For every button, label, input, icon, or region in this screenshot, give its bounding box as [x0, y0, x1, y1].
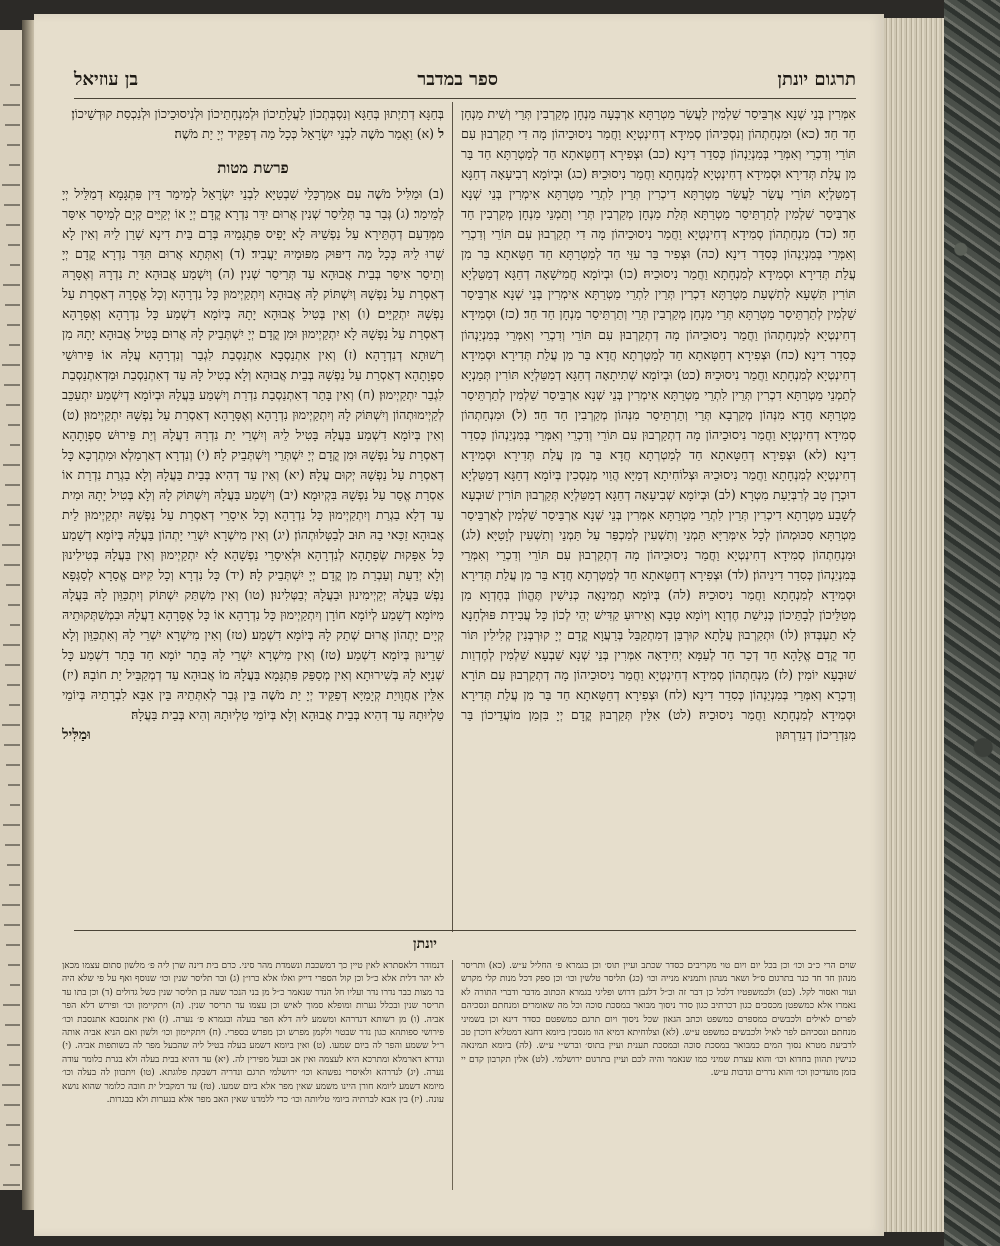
notes-rule: [74, 930, 856, 931]
left-page-text-line: [5, 650, 20, 666]
left-page-text-line: [3, 1170, 20, 1186]
left-page-text-line: [5, 830, 20, 846]
header-left-title: בן עוזיאל: [74, 68, 139, 90]
running-head: [74, 66, 856, 92]
left-page-text-line: [3, 810, 20, 826]
left-page-text-line: [2, 530, 20, 546]
left-page-text-line: [6, 570, 20, 586]
left-page-text-line: [6, 750, 20, 766]
left-page-text-line: [2, 710, 20, 726]
left-page-text-line: [2, 170, 20, 186]
notes-right-column: שוים הרי כ״ב וכו׳ וכן בכל יום ויום טוי מקריבים כסדר שכתב ועיין תוס׳ וכן בגמרא פ׳ החליל ע״ש. (כא) ותריסר מנהון חד חד כנר בתרגום ס״ל ושאר מנהון ותמניא מנייה וכו׳ (כג) תליסר טלשין וכו׳ וכן ספק דכל מנות קלי מקרש ועור ואסור לקל. (כט) ולכמשפטיו דלכל כן דבר זה וכ״ל דלגבן דרוש ופליגי בגמרא הכתוב מדבר ודברי התורה לא נאמרו אלא כמשפטן מכסכים כגון דכרתיב כגון סדר ניסוך מבואר במסכת סוכה וכל מה שאומרים ומנחתם ונסכיהם לפרים לאילים ולכבשים במספרם כמשפט וכתב הגאון שכל ניסוך ויום תרגם כמשפטם כסדר דינא וכן בשמיני מנחתם ונסכיהם לפר לאיל ולכבשים כמשפט ע״ש. (לא) וצלוחיתא דמיא הוו מנסכין ביומא דחגא דמטליא דוכרן טב לרביעת מטרא נסוך המים כמבואר במסכת סוכה ובמסכת תענית ועיין בתוס׳ וברש״י ע״ש. (לה) ביומא תמינאה כנישין תהוון בחדוא וכו׳ והוא עצרת שמיני כמו שנאמר והיה לכם ועיין בתרגום ירושלמי. (לט) אלין תקרבון קדם יי בזמן מועדיכון וכו׳ והוא נדרים ונדבות ע״ש.: [461, 961, 856, 1079]
left-page-text-line: [8, 770, 20, 786]
left-page-text-line: [10, 610, 20, 626]
left-page-text-line: [3, 990, 20, 1006]
left-page-text-line: [4, 550, 20, 566]
left-page-text-line: [2, 350, 20, 366]
left-page-text-line: [8, 230, 20, 246]
chapter-text: (א) וַאֲמַר מֹשֶׁה לִבְנֵי יִשְׂרָאֵל כְּכָל מַה דְפַקֵּיד יְיָ יַת מֹשֶׁה׃: [174, 126, 435, 142]
left-page-text-line: [8, 590, 20, 606]
left-page-text-line: [6, 1110, 20, 1126]
left-page-text-line: [9, 1050, 20, 1066]
left-page-text-line: [3, 630, 20, 646]
header-center-title: ספר במדבר: [417, 68, 499, 90]
page-edges: [884, 18, 946, 1232]
book-page: [34, 14, 884, 1236]
left-page-edge: [0, 30, 23, 1190]
left-page-text-line: [4, 370, 20, 386]
left-page-text-line: [4, 1090, 20, 1106]
left-page-text-line: [10, 790, 20, 806]
left-page-text-line: [9, 870, 20, 886]
left-column: [62, 104, 444, 929]
left-page-text-line: [9, 690, 20, 706]
left-page-text-line: [7, 670, 20, 686]
left-page-text-line: [10, 430, 20, 446]
notes-divider: [452, 960, 453, 1190]
left-page-text-line: [7, 1030, 20, 1046]
left-page-text-line: [7, 310, 20, 326]
left-page-text-line: [7, 130, 20, 146]
left-page-text-line: [8, 410, 20, 426]
left-page-text-line: [4, 730, 20, 746]
left-page-text-line: [10, 70, 20, 86]
left-page-text-line: [8, 950, 20, 966]
left-page-text-line: [3, 90, 20, 106]
right-column: [461, 104, 856, 929]
left-body-text: (ב) וּמַלִּיל מֹשֶׁה עִם אַמַרְכָּלֵי שִׁבְטַיָּא לִבְנֵי יִשְׂרָאֵל לְמֵימַר דֵּין פִּתְגָּמָא דְמַלֵּיל יְיָ לְמֵימַר׃ (ג) גְּבַר בַּר תְּלֵיסַר שְׁנִין אֲרוּם יִדַּר נִדְרָא קֳדָם יְיָ אוֹ יְקַיֵּים קְיָם לְמֵיסַר אִיסַּר מִמְּדַעַם דְהֶתֵּירָא עַל נַפְשֵׁיהּ לָא יָפֵיס פִּתְגָּמֵיהּ בְּרַם בֵּית דִינָא שָׁרַן לֵיהּ וְאִין לָא שָׁרוּ לֵיהּ כְּכָל מַה דִיפּוּק מִפּוּמֵיהּ יַעֲבִיד׃ (ד) וְאִתְּתָא אֲרוּם תִּדַּר נִדְרָא קֳדָם יְיָ וְתֵיסַר אִיסַּר בְּבֵית אֲבוּהָא עַד תְּרֵיסַר שְׁנִין׃ (ה) וְיִשְׁמַע אֲבוּהָא יַת נִדְרָהּ וְאֶסָּרָהּ דְאַסְרַת עַל נַפְשָׁהּ וְיִשְׁתּוֹק לָהּ אֲבוּהָא וְיִתְקַיְימוּן כָּל נִדְרָהָא וְכָל אֱסָרָה דְאַסְרַת עַל נַפְשָׁהּ יִתְקַיֵּים׃ (ו) וְאִין בְּטִיל אֲבוּהָא יָתָהּ בְּיוֹמָא דִשְׁמַע כָּל נִדְרָהָא וְאֶסָּרָהָא דְאַסְרַת עַל נַפְשָׁהּ לָא יִתְקַיְימוּן וּמִן קֳדָם יְיָ יִשְׁתְּבֵיק לָהּ אֲרוּם בָּטִיל אֲבוּהָא יָתָהּ מִן רְשׁוּתָא דְנִדְרָהָא׃ (ז) וְאִין אִתְנַסְבָא אִתְנַסְבַת לִגְבַר וְנִדְרָהָא עֲלָהּ אוֹ פֵּירוּשֵׁי סִפְוָתָהָא דְאַסְרַת עַל נַפְשָׁהּ בְּבֵית אֲבוּהָא וְלָא בְטִיל לָהּ עַד דְאִתְנַסְבַת וּמַדְאִתְנַסְבַת לִגְבַר יִתְקַיְימוּן׃ (ח) וְאִין בָּתַר דְאִתְנַסְבַת נִדְרַת וְיִשְׁמַע בַּעֲלָהּ וּבְיוֹמָא דְיִשְׁמַע יִתְעַכֵּב לְקַיְימוּתְהוֹן וְיִשְׁתּוֹק לָהּ וְיִתְקַיְימוּן נִדְרָהָא וְאֶסָּרָהָא דְאַסְרַת עַל נַפְשָׁהּ יִתְקַיְימוּן׃ (ט) וְאִין בְּיוֹמָא דִשְׁמַע בַּעֲלָהּ בָּטִיל לֵיהּ וְיִשְׁרֵי יַת נִדְרָהּ דַעֲלָהּ וְיַת פֵּירוּשׁ סִפְוָתָהָא דְאַסְרַת עַל נַפְשָׁהּ וּמִן קֳדָם יְיָ יִשְׁתְּרֵי וְיִשְׁתְּבֵיק לָהּ׃ (י) וְנִדְרָא דְאַרְמַלְא וּמִתְרְכָא כָּל דְאַסְרַת עַל נַפְשָׁהּ יְקוּם עֲלָהּ׃ (יא) וְאִין עַד דְהִיא בְּבֵית בַּעֲלָהּ וְלָא בַגְרַת נִדְרַת אוֹ אַסְרַת אֱסַר עַל נַפְשָׁהּ בִּקְיוּמָא׃ (יב) וְיִשְׁמַע בַּעֲלָהּ וְיִשְׁתּוֹק לָהּ וְלָא בְּטִיל יָתָהּ וּמִית עַד דְלָא בַגְרַת וְיִתְקַיְימוּן כָּל נִדְרָהָא וְכָל אִיסָרֵי דְאַסְרַת עַל נַפְשָׁהּ יִתְקַיְימוּן לֵית אֲבוּהָא זַכַּאי בַהּ תּוּב לְבַטָּלוּתְהוֹן׃ (יג) וְאִין מִישְׁרָא יִשְׁרֵי יָתְהוֹן בַּעֲלָהּ בְּיוֹמָא דְשָׁמַע כָּל אַפָּקוּת שְׂפָתָהָא לְנִדְרָהָא וּלְאִיסָרֵי נַפְשָׁהָא לָא יִתְקַיְימוּן וְאִין בַּעֲלָהּ בְּטִילִינוּן וְלָא יְדַעַת וְעַבְרַת מִן קֳדָם יְיָ יִשְׁתְּבֵיק לָהּ׃ (יד) כָּל נִדְרָא וְכָל קִיּוּם אֱסַרָא לְסַגְּפָא נַפְשׁ בַּעֲלָהּ יְקַיְימִינוּן וּבַעֲלָהּ יְבַטְּלִינוּן׃ (טו) וְאִין מִשְׁתַּק יִשְׁתּוֹק וְיִתְכַּוֵּון לָהּ בַּעֲלָהּ מִיּוֹמָא דְשָׁמַע לְיוֹמָא חוֹרָן וְיִתְקַיְימוּן כָּל נִדְרָהָא אוֹ כָּל אֶסָּרָהָא דַעֲלָהּ וּבִמְשַׁתְּקוּתֵיהּ קְיָים יָתְהוֹן אֲרוּם שְׁתַק לָהּ בְּיוֹמָא דִשְׁמַע׃ (טז) וְאִין מִישְׁרָא יִשְׁרֵי לָהּ וְאִתְכַּוֵּון וְלָא שָׁרֵינוּן בְּיוֹמָא דִשְׁמַע׃ (טז) וְאִין מִישְׁרָא יִשְׁרֵי לָהּ בָּתַר יוֹמָא חַד בָּתַר דִשְׁמַע כָּל שְׁנַיָּא לָהּ בְּשִׁירוּתָא וְאִין מְסַפֵּק פִּתְגָּמָא בַּעֲלָהּ מוֹ אֲבוּהָא עַד דְמְקַבֵּיל יַת חוֹבָהּ׃ (יז) אִלֵּין אַחֲוָויַת קְיָמַיָּא דְפַקֵּיד יְיָ יַת מֹשֶׁה בֵּין גְּבַר לְאִתְּתֵיהּ בֵּין אַבָּא לִבְרָתֵיהּ בְּיוֹמֵי טַלְיוּתָהּ עַד דְהִיא בְּבֵית אֲבוּהָא וְלָא בְּיוֹמֵי טַלְיוּתָהּ וְהִיא בְּבֵית בַּעֲלָהּ׃: [62, 186, 444, 723]
left-page-text-line: [5, 470, 20, 486]
chapter-label: ל: [438, 126, 444, 142]
left-page-text-line: [4, 910, 20, 926]
left-page-text-line: [3, 450, 20, 466]
left-page-text-line: [2, 1070, 20, 1086]
left-page-text-line: [10, 970, 20, 986]
header-rule: [74, 98, 856, 99]
header-right-title: תרגום יונתן: [777, 68, 856, 90]
left-page-text-line: [7, 490, 20, 506]
left-page-text-line: [6, 390, 20, 406]
left-page-text-line: [4, 190, 20, 206]
notes-heading: יונתן: [413, 936, 437, 952]
left-page-text-line: [10, 250, 20, 266]
left-page-text-line: [3, 270, 20, 286]
left-page-text-line: [9, 330, 20, 346]
left-page-text-line: [8, 1130, 20, 1146]
left-page-text-line: [5, 1010, 20, 1026]
left-page-text-line: [6, 930, 20, 946]
left-page-text-line: [9, 150, 20, 166]
right-column-text: אִמְּרִין בְּנֵי שְׁנָא אַרְבֵּיסַר שַׁלְמִין לַעֲשַׂר מַטְרַתָּא אַרְבְּעָה מַנְחָן מְקַרְבִין תְּרֵי וְשִׁית מַנְחָן חַד חַד׃ (כא) וּמִנְחַתְהוֹן וְנִסְכֵּיהוֹן סְמִידָא דְחִינְטְיָא וַחֲמַר נִיסוּכֵיהוֹן מָה דִי תְקַרְבוּן עִם תּוֹרֵי וְדִכְרֵי וְאִמְּרֵי בְּמִנְיַנְהוֹן כְּסִדַר דִינָא׃ (כב) וּצְפִירָא דְחַטָּאתָא חַד לְמַטְרַתָּא חַד בַּר מִן עֲלַת תְּדִירָא וּסְמִידָא דְחִינְטְיָא לְמִנְחָתָא וַחֲמַר נִיסוּכֵיהּ׃ (כג) וּבְיוֹמָא רְבִיעָאָה דְחַגָּא דְמַטַּלְיָא תּוֹרֵי עֲשַׂר לַעֲשַׂר מַטְרַתָּא דִיכְרִין תְּרֵין לִתְרֵי מַטְרַתָּא אִימְרִין בְּנֵי שְׁנָא אַרְבֵּיסַר שַׁלְמִין לְתַרְתֵּיסַר מַטְרַתָּא תְּלַת מַנְחָן מְקַרְבִין תְּרֵי וְתַמְנֵי מַנְחָן מְקַרְבִין חַד חַד׃ (כד) מִנְחַתְהוֹן סְמִידָא דְחִינְטְיָא וַחֲמַר נִיסוּכֵיהוֹן מָה דִי תְקַרְבוּן עִם תּוֹרֵי וְדִכְרֵי וְאִמְּרֵי בְּמִנְיַנְהוֹן כְּסִדַר דִינָא׃ (כה) וּצְפִיר בַּר עִזֵּי חַד לְמַטְרַתָּא חַד חַטָּאתָא בַּר מִן עֲלַת תְּדִירָא וּסְמִידָא לְמִנְחָתָא וַחֲמַר נִיסוּכֵיהּ׃ (כו) וּבְיוֹמָא חֲמִישָׁאָה דְחַגָּא דְמַטַּלְיָא תּוֹרִין תִּשְׁעָא לְתִשְׁעַת מַטְרַתָּא דִכְרִין תְּרֵין לִתְרֵי מַטְרַתָּא אִימְרִין בְּנֵי שְׁנָא אַרְבֵּיסַר שַׁלְמִין לְתַרְתֵּיסַר מַטְרַתָּא תְּרֵי מַנְחָן מְקַרְבִין תְּרֵי וְתַרְתֵּיסַר מַנְחָן חַד חַד׃ (כז) וּסְמִידָא דְחִינְטְיָא לְמִנְחַתְהוֹן וַחֲמַר נִיסוּכֵיהוֹן מָה דְתְקַרְבוּן עִם תּוֹרֵי וְדִכְרֵי וְאִמְּרֵי בְּמִנְיַנְהוֹן כְּסִדַר דִינָא׃ (כח) וּצְפִירָא דְחַטָּאתָא חַד לְמַטְרְתָא חֲדָא בַּר מִן עֲלַת תְּדִירָא וּסְמִידָא דְחִינְטְיָא לְמִנְחָתָא וַחֲמַר נִיסוּכֵיהּ׃ (כט) וּבְיוֹמָא שְׁתִיתָאָה דְחַגָּא דְמַטַּלְיָא תּוֹרִין תְּמַנְיָא לְתַמְנֵי מַטְרַתָּא דִכְרִין תְּרֵין לִתְרֵי מַטְרַתָּא אִימְרִין בְּנֵי שְׁנָא אַרְבֵּיסַר שַׁלְמִין לְתַרְתֵּיסַר מַטְרַתָּא חֲדָא מִנְּהוֹן מְקַרְבָא תְּרֵי וְתַרְתֵּיסַר מִנְּהוֹן מְקַרְבִין חַד חַד׃ (ל) וּמִנְחַתְהוֹן סְמִידָא דְחִינְטְיָא וַחֲמַר נִיסוּכֵיהוֹן מָה דְתְקַרְבוּן עִם תּוֹרֵי וְדִכְרֵי וְאִמְּרֵי בְּמִנְיַנְהוֹן כְּסִדַר דִינָא׃ (לא) וּצְפִירָא דְחַטָּאתָא חַד לְמַטְרְתָא חֲדָא בַּר מִן עֲלַת תְּדִירָא וּסְמִידָא דְחִינְטְיָא לְמִנְחָתָא וַחֲמַר נִיסוּכֵיהּ וּצְלוֹחִיתָא דְמַיָּא הֲוַוי מְנַסְכִין בְּיוֹמָא דְחַגָּא דְמַטַּלְיָא דוּכְרָן טָב לְרִבְּיַעַת מִטְרָא׃ (לב) וּבְיוֹמָא שְׁבִיעָאָה דְחַגָּא דְמַטַּלְיָא תְּקַרְבוּן תּוֹרִין שׁוּבְעָא לְשָׁבַע מַטְרָתָא דִיכְרִין תְּרֵין לִתְרֵי מַטְרַתָּא אִמְּרִין בְּנֵי שְׁנָא אַרְבֵּיסַר שַׁלְמִין לְאַרְבֵּיסַר מַטְרַתָּא סִכּוּמְהוֹן לְכָל אִימְּרַיָּא תַּמְנֵי וְתִשְׁעִין לְמִכְפַּר עַל תַּמְנֵי וְתִשְׁעִין לְוָטַיָּא׃ (לג) וּמִנְחַתְהוֹן סְמִידָא דְחִינְטְיָא וַחֲמַר נִיסוּכֵיהוֹן מָה דְתְקַרְבוּן עִם תּוֹרֵי וְדִכְרֵי וְאִמְּרֵי בְּמִנְיַנְהוֹן כְּסִדַר דִינֵיהוֹן׃ (לד) וּצְפִירָא דְחַטָּאתָא חַד לְמַטְרְתָא חֲדָא בַּר מִן עֲלַת תְּדִירָא וּסְמִידָא לְמִנְחָתָא וַחֲמַר נִיסוּכֵיהּ׃ (לה) בְּיוֹמָא תְמִינָאָה כְּנִישִׁין תֶּהֱווֹן בְּחֶדְוָא מִן מְטַלֵּיכוֹן לְבָתֵּיכוֹן כְּנִישַׁת חֶדְוָא וְיוֹמָא טָבָא וְאֵירוּעַ קַדִּישׁ יְהֵי לְכוֹן כָּל עֲבִידַת פּוּלְחָנָא לָא תַעְבְּדוּן׃ (לו) וּתְקַרְבוּן עֲלָתָא קוּרְבַּן דְמִתְקַבֵּל בְּרַעֲוָא קֳדָם יְיָ קוּרְבְּנִין קְלִילִין תּוֹר חַד קֳדָם אֱלָהָא חַד דְכַר חַד לְעַמָּא יְחִידָאָה אִמְּרִין בְּנֵי שְׁנָא שַׁבְעָא שַׁלְמִין לְחֶדְוַות שׁוּבְעָא יוֹמִין׃ (לז) מִנְחַתְהוֹן סְמִידָא דְחִינְטְיָא וַחֲמַר נִיסוּכֵיהוֹן מָה דְתְקַרְבוּן עִם תּוֹרָא וְדִכְרָא וְאִמְּרֵי בְּמִנְיַנְהוֹן כְּסִדַר דִינָא׃ (לח) וּצְפִירָא דְחַטָּאתָא חַד בַּר מִן עֲלַת תְּדִירָא וּסְמִידָא לְמִנְחָתָא וַחֲמַר נִיסוּכֵיהּ׃ (לט) אִלֵּין תְּקַרְבוּן קֳדָם יְיָ בִּזְמַן מוֹעֲדֵיכוֹן בַּר מִנִּדְרֵיכוֹן דְנִדַרְתּוּן: [461, 106, 856, 743]
left-page-text-line: [9, 510, 20, 526]
intro-text: בְּחַגָּא דְתַיְתוּן בְּחַגָּא וְנִסְבְּתְכוֹן לַעֲלָתֵיכוֹן וּלְמִנְחָתֵיכוֹן וּלְנִיסוּכֵיכוֹן וּלְנִכְסַת קוּדְשֵׁיכוֹן׃: [71, 106, 444, 121]
left-page-text-line: [2, 890, 20, 906]
chapter-verse: [62, 124, 444, 144]
column-divider: [452, 102, 453, 932]
catchword: וּמַלִּיל: [62, 727, 91, 744]
left-page-text-line: [5, 290, 20, 306]
section-title: פרשת מטות: [217, 159, 289, 178]
left-page-text-line: [5, 110, 20, 126]
left-page-text-line: [7, 850, 20, 866]
left-page-text-line: [10, 1150, 20, 1166]
left-page-text-line: [6, 210, 20, 226]
marbled-cover: [944, 0, 1000, 1246]
notes-left-column: דנמודר דלאסתרא לאין טיין כך דמשכבת ונשמדת מהר סיני. כרם בית דינה שרן ליה פ׳ מלשון סתום עצמו מכאן לא יהר דלית אלא כ״ל וכן קול הספרי דייק ואלו אלא כרו״ן (ג) ובר תליסר שנין וכו׳ שנוסף ואף על פי שלא היה בר מצות כבר נדרו נדר ועליו חל הנדר שנאמר כ״ל מן בני הנכר שעה בן תליסר שנין כשל גדולים (ד) וכן בתו עד תריסר שנין ובכלל נערות ומופלא סמוך לאיש וכן עצמו עד תריסר שנין. (ה) ויתקיימון וכו׳ ופירש דלא הפר אביה. (ו) מן רשותא דנדרהא ומשמע ליה דלא הפר בעלה ובגמרא פ׳ נערה. (ז) ואין אתנסבא אתנסבת וכו׳ פירושי ספותהא כגון נדר שבטוי ולקמן מפרש וכן מפרש בספרי. (ח) ויתקיימון וכו׳ ולשון ואם הניא אביה אותה ר״ל ששמע והפר לה ביום שמעו. (ט) ואין ביומא דשמע בעלה בטיל ליה שהבעל מפר לה בשותפות אביה. (י) ונדרא דארמלא ומתרכא היא לעצמה ואין אב ובעל מפירין לה. (יא) עד דהיא בבית בעלה ולא בגרת כלומר עודה נערה. (יג) לנדרהא ולאיסרי נפשהא וכו׳ ירושלמי תרגם ונדריה דשבקת פלוגתא. (טו) ויתכוון לה בעלה וכו׳ מיומא דשמע ליומא חורן היינו משמע שאין מפר אלא ביום שמעו. (טז) עד דמקביל ית חובה כלומר שהוא נושא עונה. (יז) בין אבא לברתיה ביומי טליותה וכו׳ כדי ללמדנו שאין האב מפר אלא בנערות ולא בבגרות.: [62, 961, 444, 1106]
